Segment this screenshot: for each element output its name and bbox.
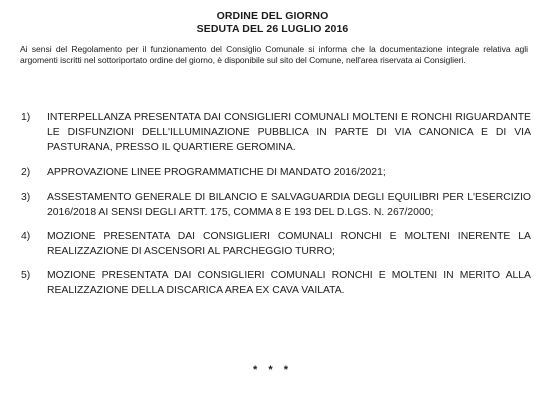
- session-date: SEDUTA DEL 26 LUGLIO 2016: [196, 23, 349, 35]
- agenda-item-2: [21, 165, 531, 180]
- agenda-item-number: 5): [21, 270, 31, 281]
- agenda-list: [21, 110, 531, 308]
- agenda-item-number: 4): [21, 231, 31, 242]
- agenda-item-text: ASSESTAMENTO GENERALE DI BILANCIO E SALVAGUARDIA DEGLI EQUILIBRI PER L'ESERCIZIO 2016/2018 AI SENSI DEGLI ARTT. 175, COMMA 8 E 193 DEL D.LGS. N. 267/2000;: [47, 192, 531, 218]
- agenda-item-text: MOZIONE PRESENTATA DAI CONSIGLIERI COMUNALI RONCHI E MOLTENI IN MERITO ALLA REALIZZAZIONE DELLA DISCARICA AREA EX CAVA VAILATA.: [47, 270, 531, 296]
- document-title: ORDINE DEL GIORNO: [216, 10, 329, 22]
- agenda-item-number: 1): [21, 112, 31, 123]
- intro-paragraph: Ai sensi del Regolamento per il funzionamento del Consiglio Comunale si informa che la documentazione integrale relativa agli argomenti iscritti nel sottoriportato ordine del giorno, è disponibile sul sito del Comune, nell'area riservata ai Consiglieri.: [20, 44, 528, 65]
- agenda-item-number: 3): [21, 192, 31, 203]
- agenda-item-4: [21, 229, 531, 259]
- agenda-item-1: [21, 110, 531, 155]
- agenda-item-text: APPROVAZIONE LINEE PROGRAMMATICHE DI MANDATO 2016/2021;: [47, 167, 386, 178]
- closing-asterisks: * * *: [253, 364, 292, 376]
- agenda-item-text: INTERPELLANZA PRESENTATA DAI CONSIGLIERI COMUNALI MOLTENI E RONCHI RIGUARDANTE LE DISFUNZIONI DELL'ILLUMINAZIONE PUBBLICA IN PARTE DI VIA CANONICA E DI VIA PASTURANA, PRESSO IL QUARTIERE GEROMINA.: [47, 112, 531, 153]
- agenda-item-text: MOZIONE PRESENTATA DAI CONSIGLIERI COMUNALI RONCHI E MOLTENI INERENTE LA REALIZZAZIONE DI ASCENSORI AL PARCHEGGIO TURRO;: [47, 231, 531, 257]
- agenda-item-number: 2): [21, 167, 31, 178]
- agenda-item-5: [21, 268, 531, 298]
- agenda-item-3: [21, 190, 531, 220]
- document-header: [0, 10, 545, 36]
